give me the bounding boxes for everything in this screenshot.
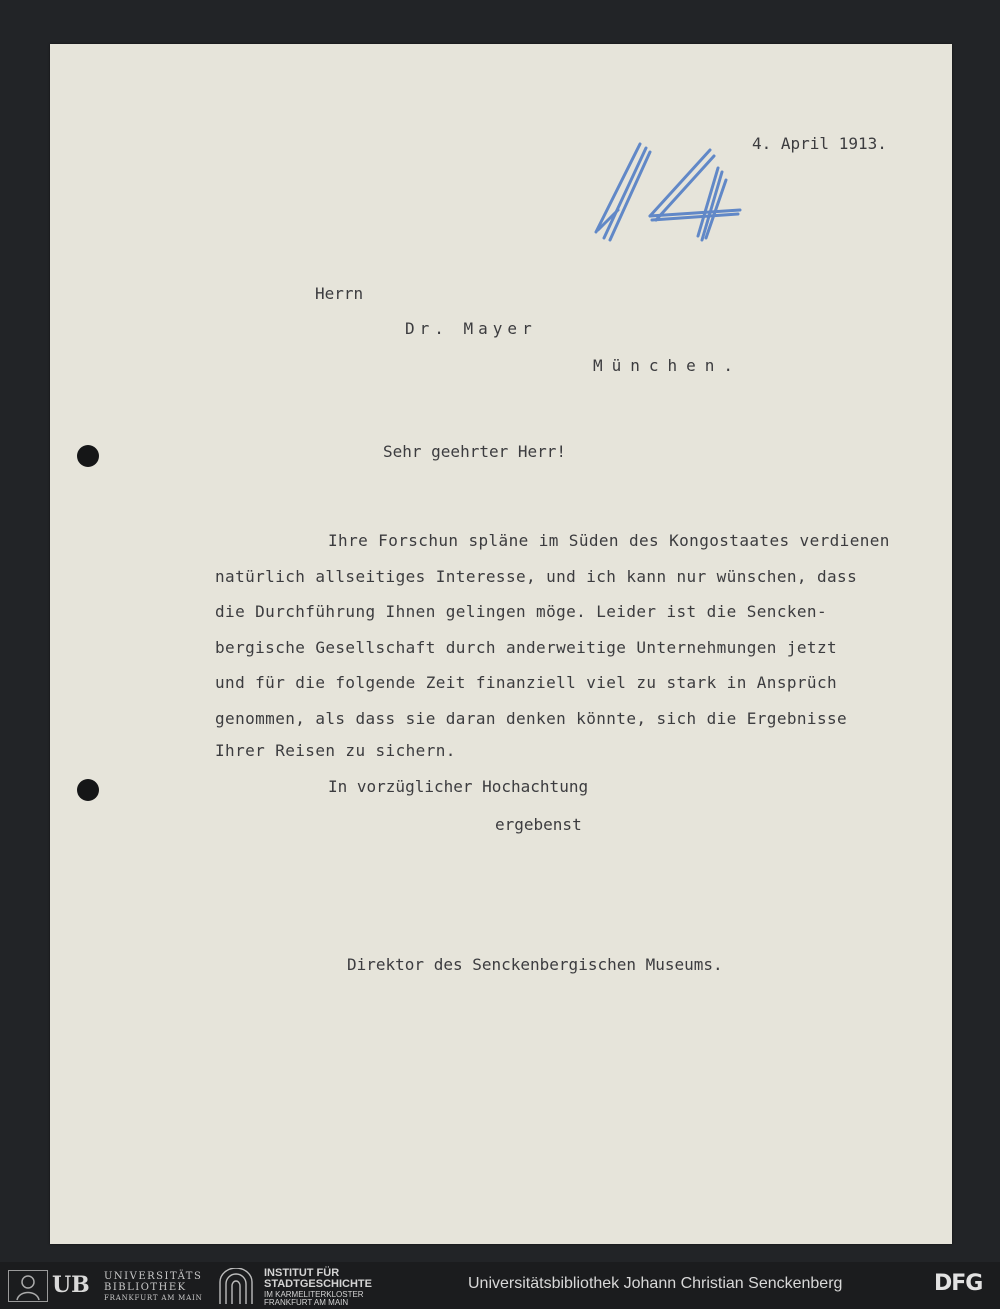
ub-letters: UB [52, 1272, 90, 1298]
body-line: natürlich allseitiges Interesse, und ich kann nur wünschen, dass [215, 567, 858, 586]
recipient-city: München. [593, 356, 743, 375]
isg-line-3: IM KARMELITERKLOSTER [264, 1290, 364, 1299]
isg-line-1: INSTITUT FÜR [264, 1267, 340, 1279]
footer-bar [0, 1262, 1000, 1309]
body-line: genommen, als dass sie daran denken könnte, sich die Ergebnisse [215, 709, 848, 728]
ub-logo-icon [8, 1270, 48, 1302]
letter-date: 4. April 1913. [752, 134, 887, 153]
folio-number-pencil [590, 140, 760, 250]
body-line: Ihrer Reisen zu sichern. [215, 741, 456, 760]
recipient-name: Dr. Mayer [405, 319, 537, 338]
body-line: die Durchführung Ihnen gelingen möge. Leider ist die Sencken- [215, 602, 828, 621]
ub-logo[interactable] [8, 1270, 203, 1302]
greeting: Sehr geehrter Herr! [383, 442, 567, 461]
isg-logo[interactable] [216, 1267, 406, 1307]
letter-page [50, 44, 952, 1244]
isg-line-2: STADTGESCHICHTE [264, 1278, 372, 1290]
library-name[interactable]: Universitätsbibliothek Johann Christian Senckenberg [468, 1275, 843, 1292]
closing-ergebenst: ergebenst [495, 815, 582, 834]
ub-line-2: BIBLIOTHEK [104, 1282, 187, 1293]
closing: In vorzüglicher Hochachtung [328, 777, 589, 796]
body-line: Ihre Forschun spläne im Süden des Kongostaates verdienen [328, 531, 890, 550]
ub-line-1: UNIVERSITÄTS [104, 1271, 203, 1282]
signature-title: Direktor des Senckenbergischen Museums. [347, 955, 723, 974]
punch-hole [77, 779, 99, 801]
body-line: bergische Gesellschaft durch anderweitige Unternehmungen jetzt [215, 638, 838, 657]
ub-line-3: FRANKFURT AM MAIN [104, 1294, 203, 1302]
body-line: und für die folgende Zeit finanziell viel zu stark in Ansprüch [215, 673, 838, 692]
isg-line-4: FRANKFURT AM MAIN [264, 1298, 349, 1307]
dfg-logo[interactable]: DFG [934, 1271, 983, 1296]
isg-arch-icon [216, 1268, 256, 1304]
punch-hole [77, 445, 99, 467]
salutation-herrn: Herrn [315, 284, 364, 303]
